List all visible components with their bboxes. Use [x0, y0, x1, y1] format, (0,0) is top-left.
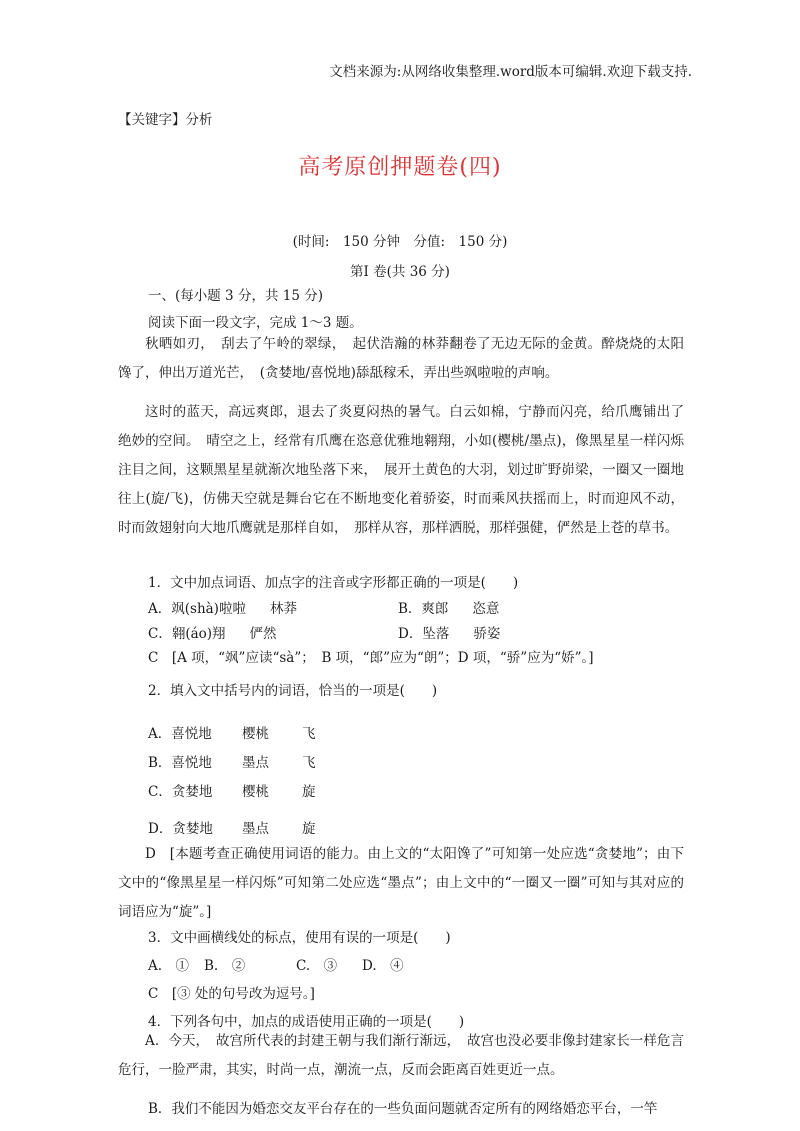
question-1-stem: 1．文中加点词语、加点字的注音或字形都正确的一项是( ): [148, 575, 519, 591]
question-3-answer: C [③ 处的句号改为逗号。]: [148, 986, 315, 1002]
question-3-stem: 3．文中画横线处的标点，使用有误的一项是( ): [148, 930, 451, 946]
option-word-2: 墨点: [242, 821, 269, 837]
option-word-3: 飞: [302, 726, 316, 742]
question-2-stem: 2．填入文中括号内的词语，恰当的一项是( ): [148, 683, 438, 699]
question-4-option-b: B．我们不能因为婚恋交友平台存在的一些负面问题就否定所有的网络婚恋平台，一竿: [148, 1101, 658, 1117]
page-title: 高考原创押题卷(四): [298, 155, 502, 180]
option-d-term-2: 骄姿: [473, 626, 501, 642]
section-heading: 第Ⅰ 卷(共 36 分): [350, 264, 450, 280]
option-b-term-1: B．爽郎: [398, 601, 449, 617]
option-word-2: 樱桃: [242, 784, 269, 800]
option-word-3: 飞: [302, 755, 316, 771]
question-2-answer: D [本题考查正确使用词语的能力。由上文的“太阳馋了”可知第一处应选“贪婪地”；由下文中的“像黑星星一样闪烁”可知第二处应选“墨点”；由上文中的“一圈又一圈”可知与其对应的词语应为“旋”。]: [118, 846, 684, 920]
option-word-2: 樱桃: [242, 726, 269, 742]
option-a-term-2: 林莽: [269, 601, 297, 617]
passage-paragraph-2: 这时的蓝天，高远爽郎，退去了炎夏闷热的暑气。白云如棉，宁静而闪亮，给爪鹰铺出了绝妙的空间。 晴空之上，经常有爪鹰在恣意优雅地翱翔，小如(樱桃/墨点)，像黑星星一样闪烁注目之间，这颗黑星星就渐次地坠落下来， 展开土黄色的大羽，划过旷野峁梁，一圈又一圈地往上(旋/飞)，仿佛天空就是舞台它在不断地变化着骄姿，时而乘风扶摇而上，时而迎风不动，时而敛翅射向大地爪鹰就是那样自如， 那样从容，那样洒脱，那样强健，俨然是上苍的草书。: [118, 404, 684, 536]
option-word-3: 旋: [302, 821, 316, 837]
question-1-option-d: [398, 622, 500, 642]
question-2-option-b: [148, 751, 316, 771]
option-c: C. ③: [296, 958, 338, 974]
question-2-option-d: [148, 817, 316, 837]
question-3-options: [148, 954, 404, 974]
question-2-option-c: [148, 780, 316, 800]
question-2-option-a: [148, 722, 316, 742]
question-1-option-a: [148, 597, 297, 617]
keyword-line: 【关键字】分析: [118, 112, 213, 128]
option-c-term-2: 俨然: [249, 626, 277, 642]
option-word-1: C．贪婪地: [148, 784, 213, 800]
question-1-option-b: [398, 597, 499, 617]
option-b-term-2: 恣意: [472, 601, 500, 617]
option-b: B. ②: [204, 958, 246, 974]
option-a: A. ①: [148, 958, 190, 974]
option-a-term-1: A．飒(shà)啦啦: [148, 601, 246, 617]
option-c-term-1: C．翱(áo)翔: [148, 626, 226, 642]
question-1-answer: C [A 项，“飒”应读“sà”； B 项，“郎”应为“朗”；D 项，“骄”应为“娇”。]: [148, 650, 594, 666]
option-d: D. ④: [362, 958, 404, 974]
option-d-term-1: D．坠落: [398, 626, 450, 642]
document-source-note: 文档来源为:从网络收集整理.word版本可编辑.欢迎下载支持.: [329, 64, 692, 80]
question-1-option-c: [148, 622, 277, 642]
part-heading: 一、(每小题 3 分，共 15 分): [148, 288, 323, 304]
passage-paragraph-1: 秋晒如刃， 刮去了午岭的翠绿， 起伏浩瀚的林莽翻卷了无边无际的金黄。醉烧烧的太阳馋了，伸出万道光芒， (贪婪地/喜悦地)舔舐稼禾，弄出些飒啦啦的声响。: [118, 336, 684, 381]
reading-instruction: 阅读下面一段文字，完成 1～3 题。: [148, 315, 363, 331]
option-word-3: 旋: [302, 784, 316, 800]
option-word-1: B．喜悦地: [148, 755, 212, 771]
question-4-stem: 4．下列各句中，加点的成语使用正确的一项是( ): [148, 1014, 465, 1030]
option-word-1: D．贪婪地: [148, 821, 213, 837]
option-word-2: 墨点: [242, 755, 269, 771]
question-4-option-a: A．今天， 故宫所代表的封建王朝与我们渐行渐远， 故宫也没必要非像封建家长一样危言危行，一脸严肃，其实，时尚一点，潮流一点，反而会距离百姓更近一点。: [118, 1033, 684, 1078]
option-word-1: A．喜悦地: [148, 726, 212, 742]
exam-meta: (时间: 150 分钟 分值: 150 分): [292, 234, 508, 250]
